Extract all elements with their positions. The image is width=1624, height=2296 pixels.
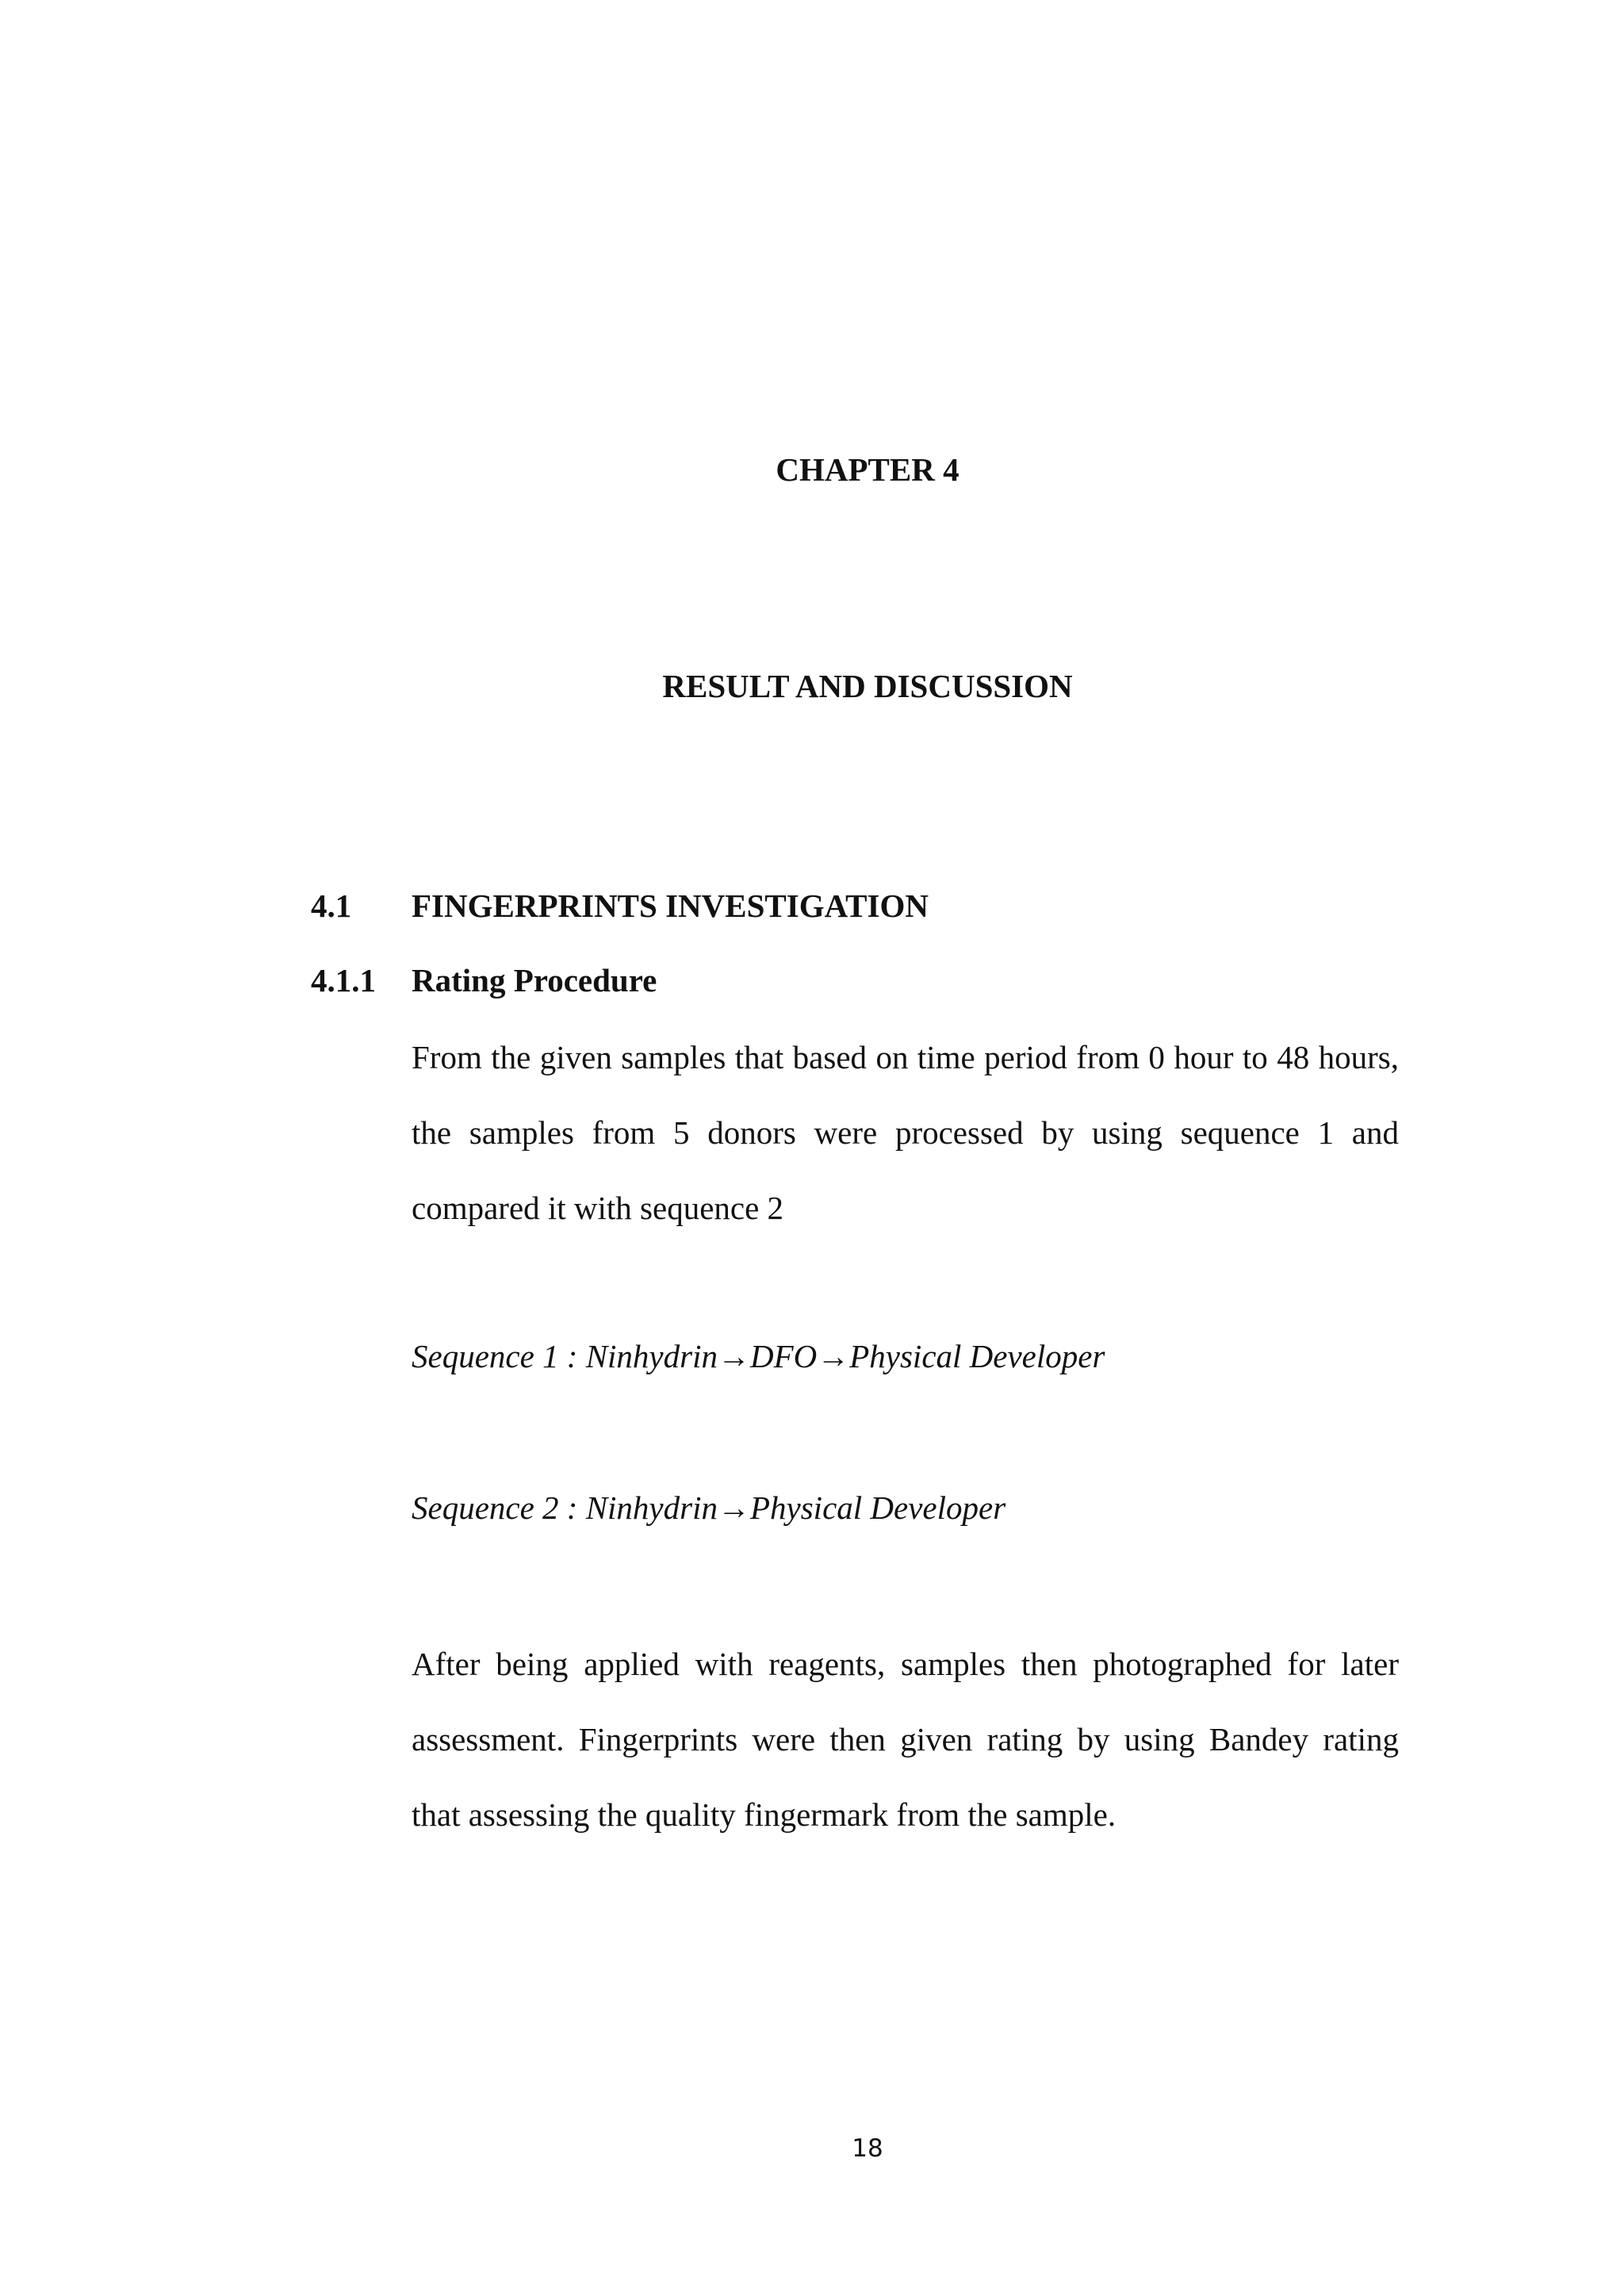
subsection-number: 4.1.1: [311, 962, 376, 999]
paragraph-line: From the given samples that based on time period from 0 hour to 48 hours,: [412, 1039, 1399, 1075]
subsection-title: Rating Procedure: [412, 962, 657, 999]
page-number: 18: [852, 2134, 883, 2163]
chapter-number: CHAPTER 4: [776, 451, 959, 488]
paragraph-rating-intro: [412, 1020, 1399, 1246]
paragraph-assessment: [412, 1627, 1399, 1853]
paragraph-line: compared it with sequence 2: [412, 1190, 784, 1226]
section-number: 4.1: [311, 887, 352, 924]
subsection-heading: [311, 964, 1421, 1004]
sequence-2-text: Sequence 2 : Ninhydrin→Physical Developer: [412, 1489, 1006, 1526]
section-heading: [311, 887, 1421, 930]
paragraph-line: assessment. Fingerprints were then given rating by using Bandey rating: [412, 1721, 1399, 1757]
paragraph-line: After being applied with reagents, samples then photographed for later: [412, 1646, 1399, 1682]
chapter-title: RESULT AND DISCUSSION: [662, 668, 1073, 704]
sequence-1-text: Sequence 1 : Ninhydrin→DFO→Physical Developer: [412, 1338, 1105, 1374]
paragraph-line: that assessing the quality fingermark from the sample.: [412, 1796, 1116, 1833]
paragraph-line: the samples from 5 donors were processed by using sequence 1 and: [412, 1114, 1399, 1151]
section-title: FINGERPRINTS INVESTIGATION: [412, 887, 929, 924]
